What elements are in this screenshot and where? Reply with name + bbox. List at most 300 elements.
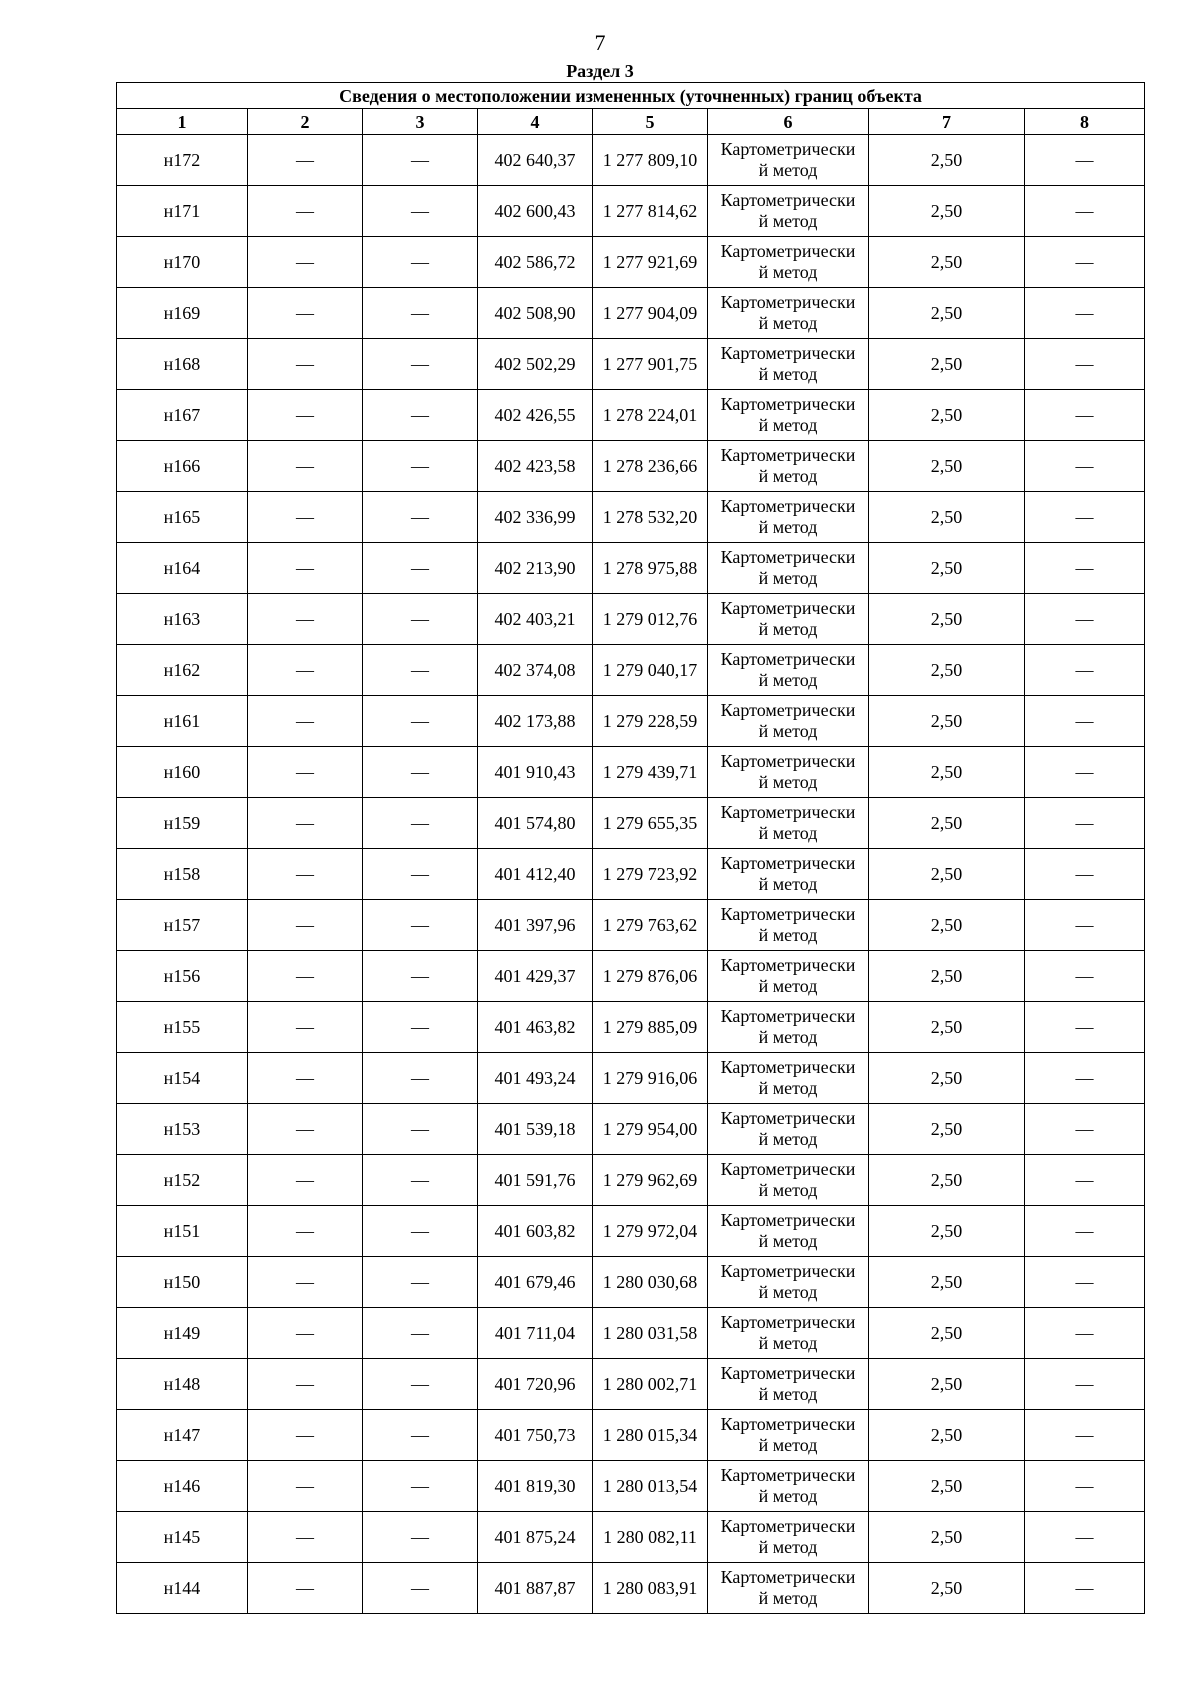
accuracy-cell: 2,50	[869, 1359, 1025, 1410]
y-coordinate-cell: 1 277 904,09	[593, 288, 708, 339]
method-line-1: Картометрически	[720, 1567, 856, 1587]
point-name-cell: н152	[117, 1155, 248, 1206]
y-coordinate-cell: 1 280 002,71	[593, 1359, 708, 1410]
point-name-cell: н166	[117, 441, 248, 492]
accuracy-cell: 2,50	[869, 1104, 1025, 1155]
column-2-cell: —	[248, 594, 363, 645]
column-2-cell: —	[248, 1053, 363, 1104]
column-number-row	[117, 109, 1145, 135]
table-row	[117, 1053, 1145, 1104]
table-row	[117, 339, 1145, 390]
point-name-cell: н155	[117, 1002, 248, 1053]
accuracy-cell: 2,50	[869, 390, 1025, 441]
column-3-cell: —	[363, 1053, 478, 1104]
table-row	[117, 1104, 1145, 1155]
y-coordinate-cell: 1 279 723,92	[593, 849, 708, 900]
table-row	[117, 1155, 1145, 1206]
method-line-2: й метод	[758, 1282, 818, 1302]
method-line-1: Картометрически	[720, 547, 856, 567]
table-row	[117, 135, 1145, 186]
method-cell	[708, 390, 869, 441]
point-name-cell: н161	[117, 696, 248, 747]
method-line-1: Картометрически	[720, 1516, 856, 1536]
method-cell	[708, 543, 869, 594]
method-line-1: Картометрически	[720, 1108, 856, 1128]
method-cell	[708, 594, 869, 645]
x-coordinate-cell: 401 720,96	[478, 1359, 593, 1410]
y-coordinate-cell: 1 278 532,20	[593, 492, 708, 543]
table-caption: Сведения о местоположении измененных (уточненных) границ объекта	[117, 83, 1145, 109]
x-coordinate-cell: 401 591,76	[478, 1155, 593, 1206]
column-3-cell: —	[363, 849, 478, 900]
column-2-cell: —	[248, 645, 363, 696]
point-name-cell: н159	[117, 798, 248, 849]
column-2-cell: —	[248, 1308, 363, 1359]
method-line-1: Картометрически	[720, 190, 856, 210]
method-line-2: й метод	[758, 313, 818, 333]
column-2-cell: —	[248, 390, 363, 441]
table-row	[117, 441, 1145, 492]
column-number-header: 3	[363, 109, 478, 135]
column-2-cell: —	[248, 492, 363, 543]
column-8-cell: —	[1025, 645, 1145, 696]
method-line-1: Картометрически	[720, 1261, 856, 1281]
accuracy-cell: 2,50	[869, 849, 1025, 900]
accuracy-cell: 2,50	[869, 747, 1025, 798]
column-8-cell: —	[1025, 798, 1145, 849]
y-coordinate-cell: 1 279 962,69	[593, 1155, 708, 1206]
column-2-cell: —	[248, 135, 363, 186]
y-coordinate-cell: 1 279 012,76	[593, 594, 708, 645]
y-coordinate-cell: 1 280 013,54	[593, 1461, 708, 1512]
table-row	[117, 237, 1145, 288]
column-2-cell: —	[248, 1359, 363, 1410]
method-line-2: й метод	[758, 823, 818, 843]
method-line-2: й метод	[758, 721, 818, 741]
table-row	[117, 1563, 1145, 1614]
column-8-cell: —	[1025, 1002, 1145, 1053]
point-name-cell: н154	[117, 1053, 248, 1104]
method-cell	[708, 645, 869, 696]
y-coordinate-cell: 1 279 228,59	[593, 696, 708, 747]
column-8-cell: —	[1025, 1257, 1145, 1308]
column-3-cell: —	[363, 1512, 478, 1563]
method-line-2: й метод	[758, 262, 818, 282]
x-coordinate-cell: 402 426,55	[478, 390, 593, 441]
column-2-cell: —	[248, 747, 363, 798]
x-coordinate-cell: 402 508,90	[478, 288, 593, 339]
column-8-cell: —	[1025, 492, 1145, 543]
table-row	[117, 186, 1145, 237]
table-row	[117, 1206, 1145, 1257]
point-name-cell: н150	[117, 1257, 248, 1308]
point-name-cell: н146	[117, 1461, 248, 1512]
column-number-header: 7	[869, 109, 1025, 135]
column-8-cell: —	[1025, 543, 1145, 594]
point-name-cell: н172	[117, 135, 248, 186]
method-line-2: й метод	[758, 1027, 818, 1047]
column-8-cell: —	[1025, 288, 1145, 339]
column-number-header: 4	[478, 109, 593, 135]
method-line-1: Картометрически	[720, 496, 856, 516]
method-line-2: й метод	[758, 976, 818, 996]
y-coordinate-cell: 1 277 814,62	[593, 186, 708, 237]
method-line-2: й метод	[758, 619, 818, 639]
table-row	[117, 1410, 1145, 1461]
x-coordinate-cell: 401 493,24	[478, 1053, 593, 1104]
method-line-1: Картометрически	[720, 700, 856, 720]
x-coordinate-cell: 401 539,18	[478, 1104, 593, 1155]
accuracy-cell: 2,50	[869, 1308, 1025, 1359]
column-8-cell: —	[1025, 594, 1145, 645]
point-name-cell: н167	[117, 390, 248, 441]
column-3-cell: —	[363, 441, 478, 492]
accuracy-cell: 2,50	[869, 186, 1025, 237]
method-cell	[708, 288, 869, 339]
method-line-1: Картометрически	[720, 955, 856, 975]
method-line-1: Картометрически	[720, 241, 856, 261]
column-2-cell: —	[248, 339, 363, 390]
method-cell	[708, 1563, 869, 1614]
method-line-1: Картометрически	[720, 139, 856, 159]
accuracy-cell: 2,50	[869, 1206, 1025, 1257]
method-cell	[708, 1053, 869, 1104]
y-coordinate-cell: 1 279 040,17	[593, 645, 708, 696]
method-line-2: й метод	[758, 1384, 818, 1404]
column-8-cell: —	[1025, 1206, 1145, 1257]
method-cell	[708, 747, 869, 798]
column-3-cell: —	[363, 1155, 478, 1206]
method-line-1: Картометрически	[720, 445, 856, 465]
column-8-cell: —	[1025, 1308, 1145, 1359]
method-cell	[708, 1155, 869, 1206]
method-line-1: Картометрически	[720, 394, 856, 414]
column-2-cell: —	[248, 1104, 363, 1155]
x-coordinate-cell: 402 336,99	[478, 492, 593, 543]
accuracy-cell: 2,50	[869, 900, 1025, 951]
column-3-cell: —	[363, 390, 478, 441]
accuracy-cell: 2,50	[869, 492, 1025, 543]
method-line-1: Картометрически	[720, 853, 856, 873]
column-3-cell: —	[363, 1563, 478, 1614]
method-line-2: й метод	[758, 160, 818, 180]
table-row	[117, 1461, 1145, 1512]
column-8-cell: —	[1025, 1155, 1145, 1206]
column-8-cell: —	[1025, 441, 1145, 492]
method-line-2: й метод	[758, 670, 818, 690]
y-coordinate-cell: 1 279 954,00	[593, 1104, 708, 1155]
coordinates-table	[116, 82, 1145, 1614]
column-3-cell: —	[363, 1104, 478, 1155]
y-coordinate-cell: 1 280 031,58	[593, 1308, 708, 1359]
method-cell	[708, 798, 869, 849]
y-coordinate-cell: 1 280 083,91	[593, 1563, 708, 1614]
method-cell	[708, 1104, 869, 1155]
x-coordinate-cell: 402 213,90	[478, 543, 593, 594]
column-3-cell: —	[363, 696, 478, 747]
method-line-1: Картометрически	[720, 1057, 856, 1077]
table-row	[117, 492, 1145, 543]
method-line-1: Картометрически	[720, 1159, 856, 1179]
column-number-header: 5	[593, 109, 708, 135]
method-line-2: й метод	[758, 1435, 818, 1455]
point-name-cell: н151	[117, 1206, 248, 1257]
x-coordinate-cell: 401 412,40	[478, 849, 593, 900]
table-row	[117, 1002, 1145, 1053]
column-3-cell: —	[363, 237, 478, 288]
table-row	[117, 1308, 1145, 1359]
column-number-header: 1	[117, 109, 248, 135]
method-line-2: й метод	[758, 925, 818, 945]
accuracy-cell: 2,50	[869, 1002, 1025, 1053]
y-coordinate-cell: 1 279 763,62	[593, 900, 708, 951]
method-cell	[708, 1512, 869, 1563]
method-line-2: й метод	[758, 1231, 818, 1251]
point-name-cell: н153	[117, 1104, 248, 1155]
column-8-cell: —	[1025, 1359, 1145, 1410]
method-line-1: Картометрически	[720, 751, 856, 771]
column-8-cell: —	[1025, 390, 1145, 441]
method-line-2: й метод	[758, 415, 818, 435]
method-cell	[708, 339, 869, 390]
point-name-cell: н144	[117, 1563, 248, 1614]
method-cell	[708, 1308, 869, 1359]
y-coordinate-cell: 1 279 876,06	[593, 951, 708, 1002]
method-line-1: Картометрически	[720, 1363, 856, 1383]
accuracy-cell: 2,50	[869, 288, 1025, 339]
point-name-cell: н147	[117, 1410, 248, 1461]
column-2-cell: —	[248, 237, 363, 288]
method-line-2: й метод	[758, 568, 818, 588]
column-2-cell: —	[248, 1002, 363, 1053]
point-name-cell: н170	[117, 237, 248, 288]
y-coordinate-cell: 1 280 082,11	[593, 1512, 708, 1563]
column-2-cell: —	[248, 1512, 363, 1563]
column-3-cell: —	[363, 1461, 478, 1512]
table-row	[117, 1359, 1145, 1410]
x-coordinate-cell: 401 429,37	[478, 951, 593, 1002]
column-3-cell: —	[363, 135, 478, 186]
table-row	[117, 849, 1145, 900]
method-line-2: й метод	[758, 1129, 818, 1149]
method-cell	[708, 849, 869, 900]
method-line-1: Картометрически	[720, 292, 856, 312]
y-coordinate-cell: 1 278 224,01	[593, 390, 708, 441]
column-number-header: 8	[1025, 109, 1145, 135]
point-name-cell: н162	[117, 645, 248, 696]
x-coordinate-cell: 401 463,82	[478, 1002, 593, 1053]
column-8-cell: —	[1025, 1104, 1145, 1155]
table-row	[117, 1257, 1145, 1308]
method-cell	[708, 1257, 869, 1308]
column-3-cell: —	[363, 798, 478, 849]
y-coordinate-cell: 1 280 030,68	[593, 1257, 708, 1308]
column-2-cell: —	[248, 951, 363, 1002]
column-2-cell: —	[248, 1257, 363, 1308]
table-row	[117, 1512, 1145, 1563]
method-line-1: Картометрически	[720, 343, 856, 363]
column-8-cell: —	[1025, 849, 1145, 900]
column-3-cell: —	[363, 339, 478, 390]
y-coordinate-cell: 1 278 236,66	[593, 441, 708, 492]
column-8-cell: —	[1025, 747, 1145, 798]
point-name-cell: н171	[117, 186, 248, 237]
method-cell	[708, 696, 869, 747]
accuracy-cell: 2,50	[869, 237, 1025, 288]
point-name-cell: н163	[117, 594, 248, 645]
x-coordinate-cell: 401 819,30	[478, 1461, 593, 1512]
method-line-2: й метод	[758, 874, 818, 894]
accuracy-cell: 2,50	[869, 1053, 1025, 1104]
table-row	[117, 390, 1145, 441]
x-coordinate-cell: 401 875,24	[478, 1512, 593, 1563]
accuracy-cell: 2,50	[869, 798, 1025, 849]
column-8-cell: —	[1025, 696, 1145, 747]
column-2-cell: —	[248, 798, 363, 849]
accuracy-cell: 2,50	[869, 1257, 1025, 1308]
point-name-cell: н168	[117, 339, 248, 390]
table-row	[117, 951, 1145, 1002]
method-line-2: й метод	[758, 1180, 818, 1200]
y-coordinate-cell: 1 279 972,04	[593, 1206, 708, 1257]
column-8-cell: —	[1025, 1053, 1145, 1104]
accuracy-cell: 2,50	[869, 441, 1025, 492]
accuracy-cell: 2,50	[869, 1563, 1025, 1614]
y-coordinate-cell: 1 278 975,88	[593, 543, 708, 594]
accuracy-cell: 2,50	[869, 135, 1025, 186]
point-name-cell: н156	[117, 951, 248, 1002]
method-line-1: Картометрически	[720, 1006, 856, 1026]
x-coordinate-cell: 402 640,37	[478, 135, 593, 186]
column-3-cell: —	[363, 186, 478, 237]
column-3-cell: —	[363, 492, 478, 543]
column-8-cell: —	[1025, 1461, 1145, 1512]
column-3-cell: —	[363, 1308, 478, 1359]
method-cell	[708, 186, 869, 237]
method-line-1: Картометрически	[720, 649, 856, 669]
x-coordinate-cell: 401 887,87	[478, 1563, 593, 1614]
column-2-cell: —	[248, 849, 363, 900]
point-name-cell: н165	[117, 492, 248, 543]
method-cell	[708, 1002, 869, 1053]
column-8-cell: —	[1025, 186, 1145, 237]
x-coordinate-cell: 402 502,29	[478, 339, 593, 390]
x-coordinate-cell: 402 403,21	[478, 594, 593, 645]
x-coordinate-cell: 401 397,96	[478, 900, 593, 951]
x-coordinate-cell: 401 750,73	[478, 1410, 593, 1461]
column-number-header: 2	[248, 109, 363, 135]
accuracy-cell: 2,50	[869, 645, 1025, 696]
method-line-2: й метод	[758, 1588, 818, 1608]
accuracy-cell: 2,50	[869, 1410, 1025, 1461]
accuracy-cell: 2,50	[869, 951, 1025, 1002]
table-row	[117, 645, 1145, 696]
y-coordinate-cell: 1 277 921,69	[593, 237, 708, 288]
table-row	[117, 900, 1145, 951]
y-coordinate-cell: 1 279 439,71	[593, 747, 708, 798]
y-coordinate-cell: 1 280 015,34	[593, 1410, 708, 1461]
method-line-1: Картометрически	[720, 904, 856, 924]
x-coordinate-cell: 401 711,04	[478, 1308, 593, 1359]
method-line-1: Картометрически	[720, 802, 856, 822]
column-8-cell: —	[1025, 1512, 1145, 1563]
table-row	[117, 288, 1145, 339]
column-2-cell: —	[248, 696, 363, 747]
column-3-cell: —	[363, 594, 478, 645]
column-3-cell: —	[363, 1359, 478, 1410]
method-line-2: й метод	[758, 1537, 818, 1557]
column-3-cell: —	[363, 1002, 478, 1053]
x-coordinate-cell: 401 910,43	[478, 747, 593, 798]
column-2-cell: —	[248, 1563, 363, 1614]
method-line-2: й метод	[758, 517, 818, 537]
x-coordinate-cell: 401 603,82	[478, 1206, 593, 1257]
table-row	[117, 594, 1145, 645]
column-2-cell: —	[248, 1155, 363, 1206]
table-row	[117, 798, 1145, 849]
method-cell	[708, 1461, 869, 1512]
x-coordinate-cell: 402 586,72	[478, 237, 593, 288]
method-line-2: й метод	[758, 466, 818, 486]
x-coordinate-cell: 402 600,43	[478, 186, 593, 237]
method-line-1: Картометрически	[720, 1312, 856, 1332]
column-2-cell: —	[248, 900, 363, 951]
method-line-1: Картометрически	[720, 1465, 856, 1485]
accuracy-cell: 2,50	[869, 543, 1025, 594]
method-cell	[708, 1359, 869, 1410]
column-3-cell: —	[363, 645, 478, 696]
method-cell	[708, 237, 869, 288]
method-line-2: й метод	[758, 211, 818, 231]
table-row	[117, 747, 1145, 798]
column-2-cell: —	[248, 1461, 363, 1512]
method-line-2: й метод	[758, 364, 818, 384]
point-name-cell: н145	[117, 1512, 248, 1563]
column-3-cell: —	[363, 543, 478, 594]
table-body	[117, 135, 1145, 1614]
y-coordinate-cell: 1 277 809,10	[593, 135, 708, 186]
column-3-cell: —	[363, 1206, 478, 1257]
column-8-cell: —	[1025, 1410, 1145, 1461]
column-2-cell: —	[248, 186, 363, 237]
x-coordinate-cell: 402 374,08	[478, 645, 593, 696]
point-name-cell: н160	[117, 747, 248, 798]
method-cell	[708, 900, 869, 951]
column-3-cell: —	[363, 1410, 478, 1461]
x-coordinate-cell: 401 574,80	[478, 798, 593, 849]
column-8-cell: —	[1025, 951, 1145, 1002]
column-3-cell: —	[363, 747, 478, 798]
column-8-cell: —	[1025, 900, 1145, 951]
x-coordinate-cell: 402 423,58	[478, 441, 593, 492]
point-name-cell: н148	[117, 1359, 248, 1410]
y-coordinate-cell: 1 279 916,06	[593, 1053, 708, 1104]
table-row	[117, 543, 1145, 594]
method-cell	[708, 441, 869, 492]
y-coordinate-cell: 1 279 885,09	[593, 1002, 708, 1053]
column-2-cell: —	[248, 441, 363, 492]
method-line-1: Картометрически	[720, 598, 856, 618]
column-2-cell: —	[248, 1206, 363, 1257]
method-cell	[708, 1206, 869, 1257]
column-2-cell: —	[248, 543, 363, 594]
point-name-cell: н169	[117, 288, 248, 339]
method-line-1: Картометрически	[720, 1414, 856, 1434]
point-name-cell: н164	[117, 543, 248, 594]
column-2-cell: —	[248, 288, 363, 339]
accuracy-cell: 2,50	[869, 1155, 1025, 1206]
accuracy-cell: 2,50	[869, 339, 1025, 390]
